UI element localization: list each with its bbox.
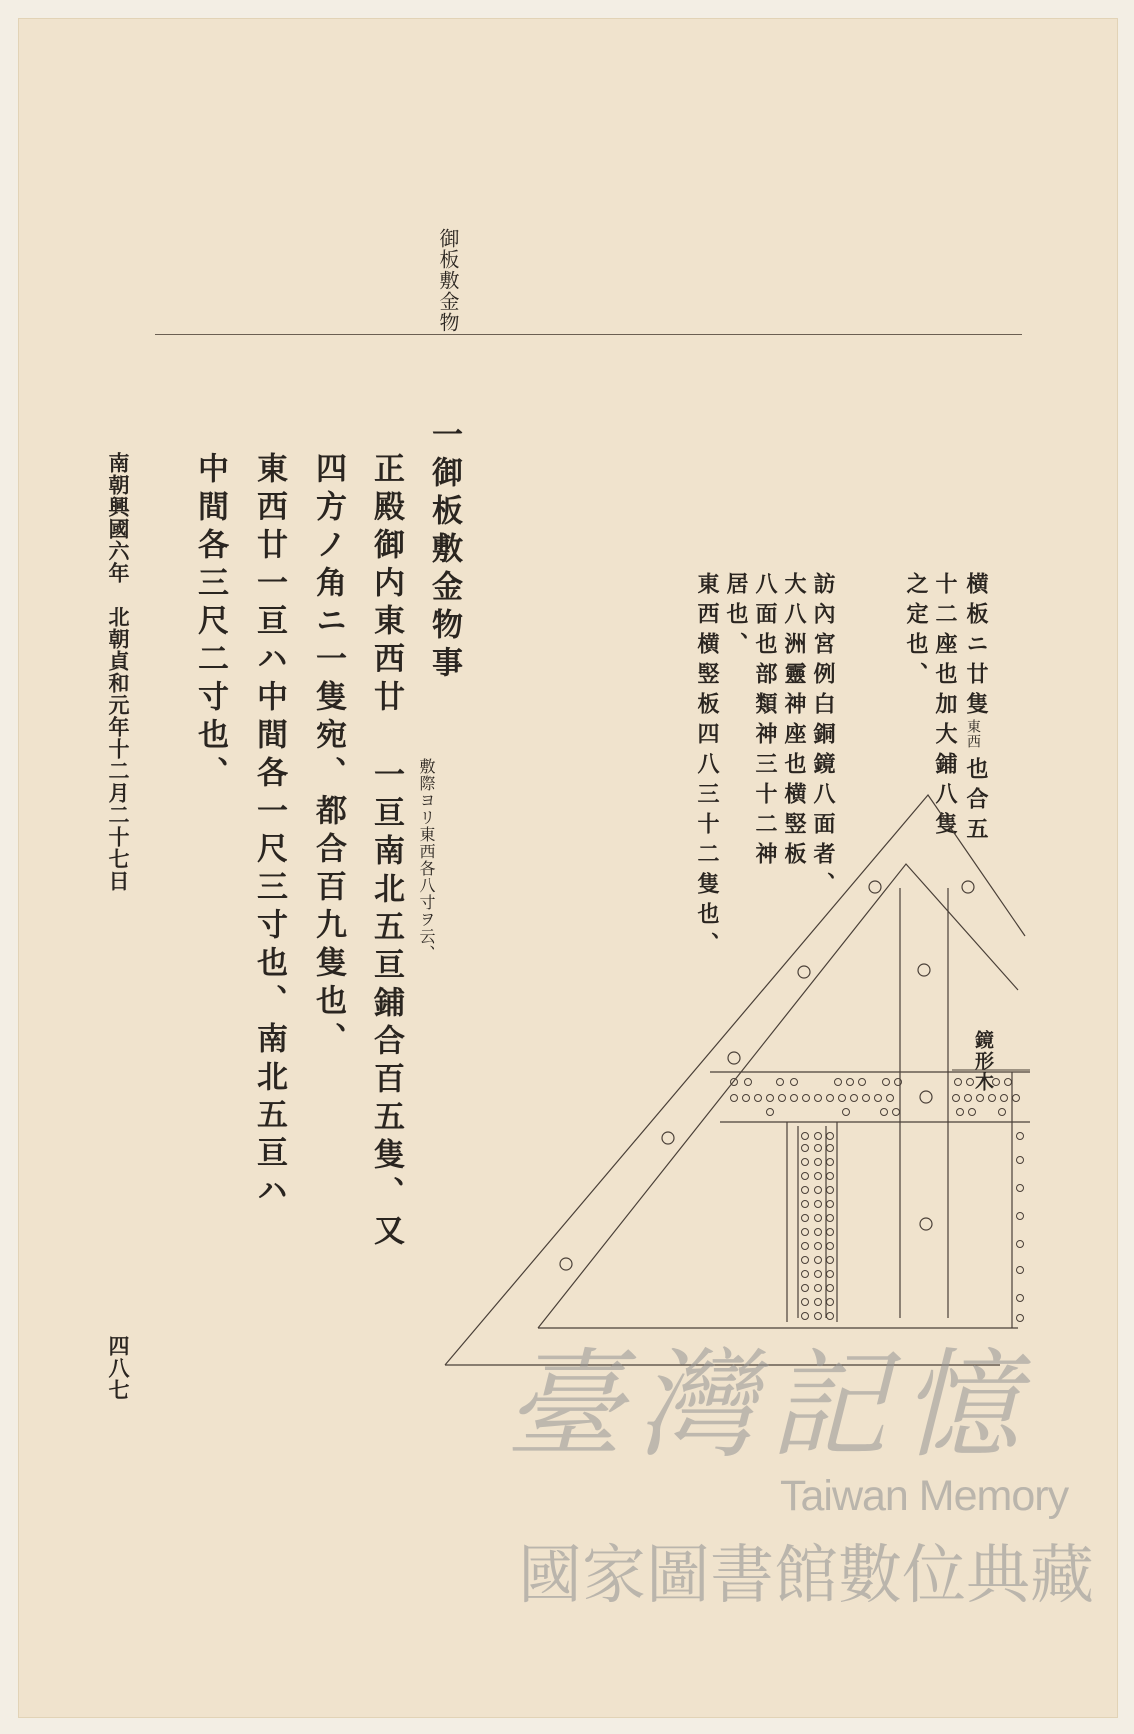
annotation-a1-note: 東西 [965, 719, 981, 749]
diagram-label: 鏡形木 [972, 1030, 994, 1093]
main-column-2-note: 敷際ヨリ東西各八寸ヲ云、 [417, 758, 436, 962]
annotation-a1-text: 横板ニ廿隻 [963, 572, 989, 722]
main-column-3: 四方ノ角ニ一隻宛、都合百九隻也、 [310, 452, 346, 1060]
header-title-line1: 御板敷金 [436, 228, 460, 312]
annotation-a3: 之定也、 [903, 572, 929, 692]
main-column-5: 中間各三尺二寸也、 [192, 452, 228, 794]
watermark-chinese: 國家圖書館數位典藏 [518, 1539, 1094, 1613]
annotation-a1b-text: 也合五 [963, 757, 989, 847]
main-column-2b: 一亘南北五亘鋪合百五隻、又 [368, 758, 404, 1252]
header-title-line2: 物 [436, 312, 460, 333]
main-column-4: 東西廿一亘ハ中間各一尺三寸也、南北五亘ハ [251, 452, 287, 1212]
annotation-b3: 八面也部類神三十二神 [752, 572, 778, 872]
annotation-b4: 居也、 [723, 572, 749, 662]
main-heading: 一御板敷金物事 [426, 418, 462, 684]
footer-date: 南朝興國六年 北朝貞和元年十二月二十七日 [106, 452, 131, 892]
annotation-a2: 十二座也加大鋪八隻 [932, 572, 958, 842]
page-number: 四八七 [106, 1335, 131, 1401]
watermark-english: Taiwan Memory [780, 1472, 1069, 1520]
watermark-calligraphy-text: 臺灣記憶 [505, 1336, 1034, 1474]
watermark-calligraphy [505, 1325, 1080, 1474]
annotation-b5: 東西横竪板四八三十二隻也、 [694, 572, 720, 962]
main-column-2a: 正殿御内東西廿 [368, 452, 404, 718]
annotation-b2: 大八洲靈神座也横竪板 [781, 572, 807, 872]
annotation-b1: 訪內宮例白銅鏡八面者、 [810, 572, 836, 902]
